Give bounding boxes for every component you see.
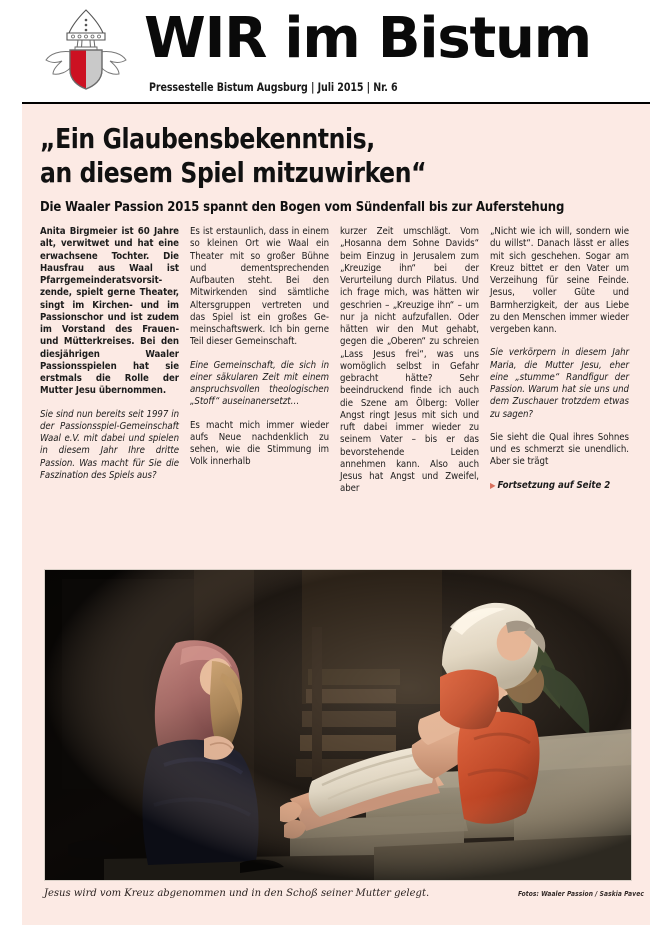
paragraph-question: Sie sind nun bereits seit 1997 in der Passionsspiel-Gemeinschaft Waal e.V. mit dabei und spielen in diesem Jahr Ihre dritte Passion. Was macht für Sie die Faszination des Spiels aus? (40, 408, 179, 481)
masthead (0, 0, 671, 103)
page-title: WIR im Bistum (144, 6, 591, 71)
article-column-3 (340, 226, 479, 541)
diocese-coat-of-arms-icon (36, 6, 136, 92)
photo-container (44, 569, 632, 881)
paragraph-answer: Es ist erstaunlich, dass in einem so kleinen Ort wie Waal ein Theater mit so großer Bühne und dementsprechenden Aufbauten steht. Bei den Mitwirkenden sind sämtliche Altersgruppen vertreten und das Spiel ist ein großes Gemeinschaftswerk. Ich bin gerne Teil dieser Gemeinschaft. (190, 226, 329, 348)
paragraph-answer: Es macht mich immer wieder aufs Neue nachdenklich zu sehen, wie die Stimmung im Volk innerhalb (190, 419, 329, 468)
paragraph-intro: Anita Birgmeier ist 60 Jahre alt, verwitwet und hat eine erwachsene Tochter. Die Hausfrau aus Waal ist Pfarrgemeinderatsvorsitzende, spielt gerne Theater, singt im Kirchen- und im Passionschor und ist zudem im Vorstand des Frauen- und Mütterkreises. Bei den diesjährigen Waaler Passionsspielen hat sie erstmals die Rolle der Mutter Jesu übernommen. (40, 226, 179, 397)
paragraph-question: Sie verkörpern in diesem Jahr Maria, die Mutter Jesu, eher eine „stumme“ Randfigur der Passion. Warum hat sie uns und dem Zuschauer trotzdem etwas zu sagen? (490, 347, 629, 420)
article-column-1 (40, 226, 179, 541)
paragraph-question: Eine Gemeinschaft, die sich in einer säkularen Zeit mit einem anspruchsvollen theologischen „Stoff“ auseinanersetzt… (190, 359, 329, 408)
article-columns (40, 226, 639, 541)
paragraph-answer: „Nicht wie ich will, sondern wie du willst“. Danach lässt er alles mit sich geschehen. Sogar am Kreuz bittet er den Vater um Verzeihung für seine Feinde. Jesus, voller Güte und Barmherzigkeit, der aus Liebe zu den Menschen immer wieder vergeben kann. (490, 226, 629, 335)
article-content-pane (22, 104, 650, 925)
paragraph-answer: Sie sieht die Qual ihres Sohnes und es schmerzt sie unendlich. Aber sie trägt (490, 431, 629, 468)
photo-caption: Jesus wird vom Kreuz abgenommen und in den Schoß seiner Mutter gelegt. (44, 888, 430, 899)
passion-play-pieta-photo (44, 569, 632, 881)
paragraph-answer: kurzer Zeit umschlägt. Vom „Hosanna dem Sohne Davids“ beim Einzug in Jerusalem zum „Kreuzige ihn“ bei der Verurteilung durch Pilatus. Und ich frage mich, was hätten wir geschrien – „Kreuzige ihn“ – um nur ja nicht aufzufallen. Oder hätten wir den Mut gehabt, gegen die „Oberen“ zu schreien „Lass Jesus frei“, was uns womöglich selbst in Gefahr gebracht hätte? Sehr beeindruckend finde ich auch die Szene am Ölberg: Voller Angst ringt Jesus mit sich und ruft dabei immer wieder zu seinem Vater – bis er das bevorstehende Leiden annehmen kann. Also auch Jesus hat Angst und Zweifel, aber (340, 226, 479, 495)
masthead-subtitle: Pressestelle Bistum Augsburg | Juli 2015 | Nr. 6 (149, 80, 398, 94)
caption-row (44, 888, 644, 904)
continued-label: Fortsetzung auf Seite 2 (497, 479, 611, 491)
photo-credit: Fotos: Waaler Passion / Saskia Pavec (517, 890, 644, 898)
article-headline (40, 122, 606, 190)
article-column-2 (190, 226, 329, 541)
headline-line-2: an diesem Spiel mitzuwirken“ (40, 157, 427, 189)
continued-on-page-link[interactable] (490, 480, 629, 492)
article-subhead: Die Waaler Passion 2015 spannt den Bogen vom Sündenfall bis zur Auferstehung (40, 199, 565, 215)
triangle-right-icon: ▶ (490, 480, 496, 490)
article-column-4 (490, 226, 629, 541)
headline-line-1: „Ein Glaubensbekenntnis, (40, 123, 375, 155)
